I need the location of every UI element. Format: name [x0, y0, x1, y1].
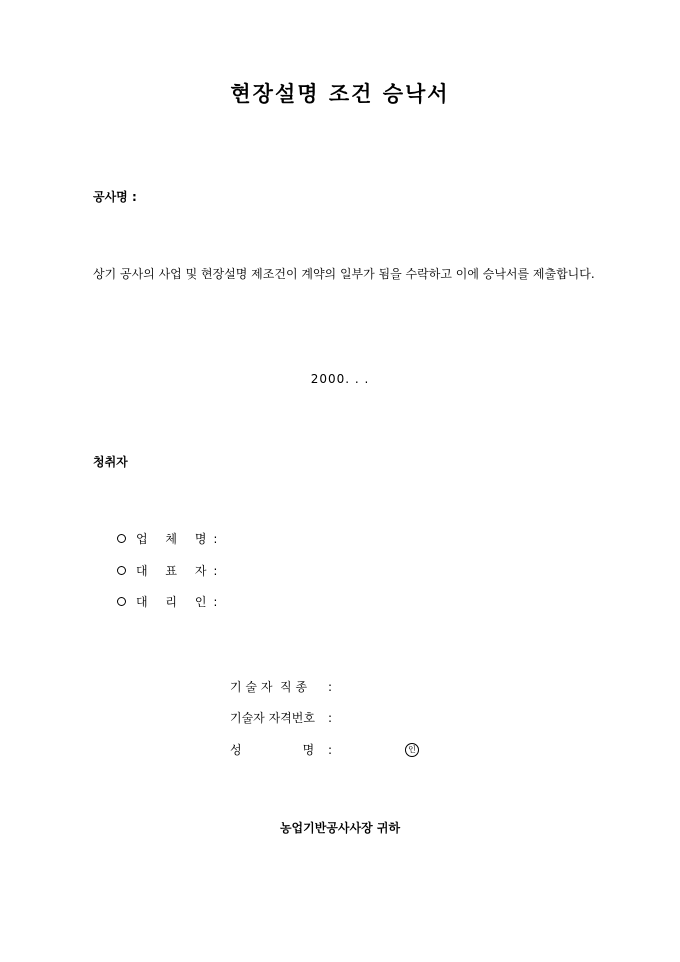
field-colon: :	[328, 710, 333, 725]
engineer-field-license	[230, 709, 332, 726]
applicant-field-agent	[117, 593, 217, 610]
field-colon: :	[328, 742, 333, 757]
field-label: 대 표 자	[136, 564, 214, 578]
seal-mark: 인	[405, 743, 419, 757]
circle-bullet-icon	[117, 534, 126, 543]
field-colon: :	[213, 594, 218, 609]
field-label: 기 술 자 직 종	[230, 680, 308, 694]
date-line: 2000. . .	[310, 372, 370, 386]
field-label: 성 명	[230, 743, 315, 757]
circle-bullet-icon	[117, 597, 126, 606]
field-label: 기술자 자격번호	[230, 711, 315, 725]
project-name-label: 공사명 :	[93, 190, 137, 204]
body-paragraph: 상기 공사의 사업 및 현장설명 제조건이 계약의 일부가 됨을 수락하고 이에 승낙서를 제출합니다.	[93, 267, 595, 281]
field-label: 업 체 명	[136, 532, 214, 546]
field-colon: :	[213, 563, 218, 578]
applicant-label: 청취자	[93, 455, 128, 469]
applicant-field-representative	[117, 562, 217, 579]
addressee: 농업기반공사사장 귀하	[279, 821, 401, 835]
field-label: 대 리 인	[136, 595, 214, 609]
document-title: 현장설명 조건 승낙서	[230, 81, 450, 106]
engineer-field-occupation	[230, 678, 332, 695]
applicant-field-company	[117, 530, 217, 547]
field-colon: :	[328, 679, 333, 694]
circle-bullet-icon	[117, 566, 126, 575]
engineer-field-name	[230, 741, 419, 758]
field-colon: :	[213, 531, 218, 546]
